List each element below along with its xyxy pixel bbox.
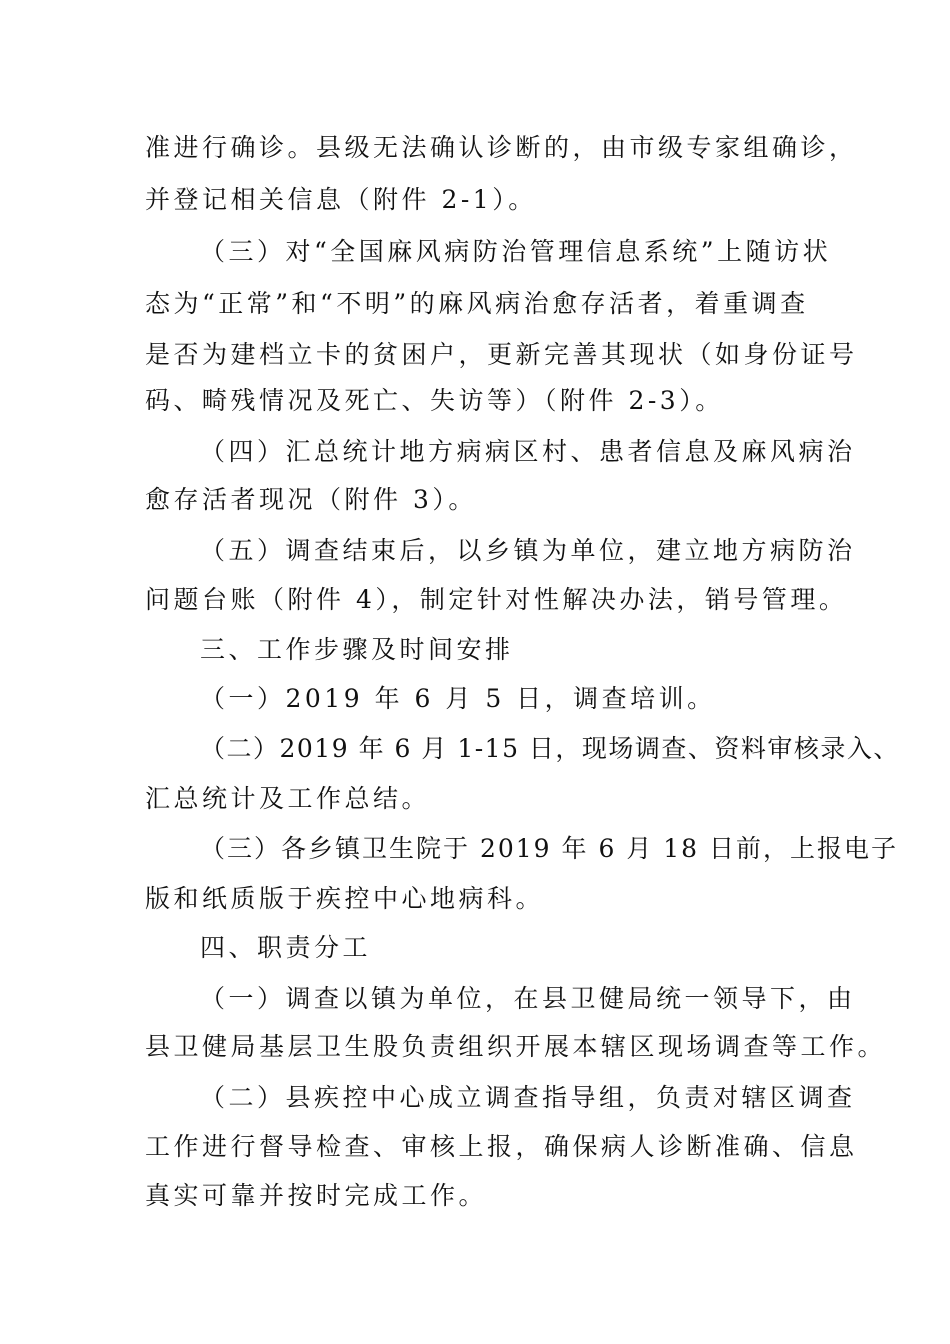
text-line: 真实可靠并按时完成工作。 (145, 1181, 488, 1210)
text-line: 愈存活者现况（附件 3）。 (145, 485, 477, 514)
text-line: （四）汇总统计地方病病区村、患者信息及麻风病治 (200, 437, 856, 466)
text-line: 码、畸残情况及死亡、失访等）（附件 2-3）。 (145, 386, 724, 415)
text-line: 态为“正常”和“不明”的麻风病治愈存活者，着重调查 (145, 289, 809, 318)
text-line: （三）对“全国麻风病防治管理信息系统”上随访状 (200, 237, 832, 266)
section-heading: 四、职责分工 (200, 933, 372, 962)
text-line: 县卫健局基层卫生股负责组织开展本辖区现场调查等工作。 (145, 1032, 887, 1061)
text-line: （二）县疾控中心成立调查指导组，负责对辖区调查 (200, 1083, 856, 1112)
text-line: 工作进行督导检查、审核上报，确保病人诊断准确、信息 (145, 1132, 858, 1161)
section-heading: 三、工作步骤及时间安排 (200, 635, 514, 664)
text-line: 准进行确诊。县级无法确认诊断的，由市级专家组确诊， (145, 133, 858, 162)
text-line: 问题台账（附件 4），制定针对性解决办法，销号管理。 (145, 585, 848, 614)
text-line: 并登记相关信息（附件 2-1）。 (145, 185, 537, 214)
text-line: 版和纸质版于疾控中心地病科。 (145, 884, 545, 913)
text-line: （一）调查以镇为单位，在县卫健局统一领导下，由 (200, 984, 856, 1013)
text-line: （二）2019 年 6 月 1-15 日，现场调查、资料审核录入、 (200, 734, 900, 763)
text-line: （三）各乡镇卫生院于 2019 年 6 月 18 日前，上报电子 (200, 834, 899, 863)
text-line: （五）调查结束后，以乡镇为单位，建立地方病防治 (200, 536, 856, 565)
text-line: （一）2019 年 6 月 5 日，调查培训。 (200, 684, 716, 713)
text-line: 是否为建档立卡的贫困户，更新完善其现状（如身份证号 (145, 340, 858, 369)
text-line: 汇总统计及工作总结。 (145, 784, 431, 813)
